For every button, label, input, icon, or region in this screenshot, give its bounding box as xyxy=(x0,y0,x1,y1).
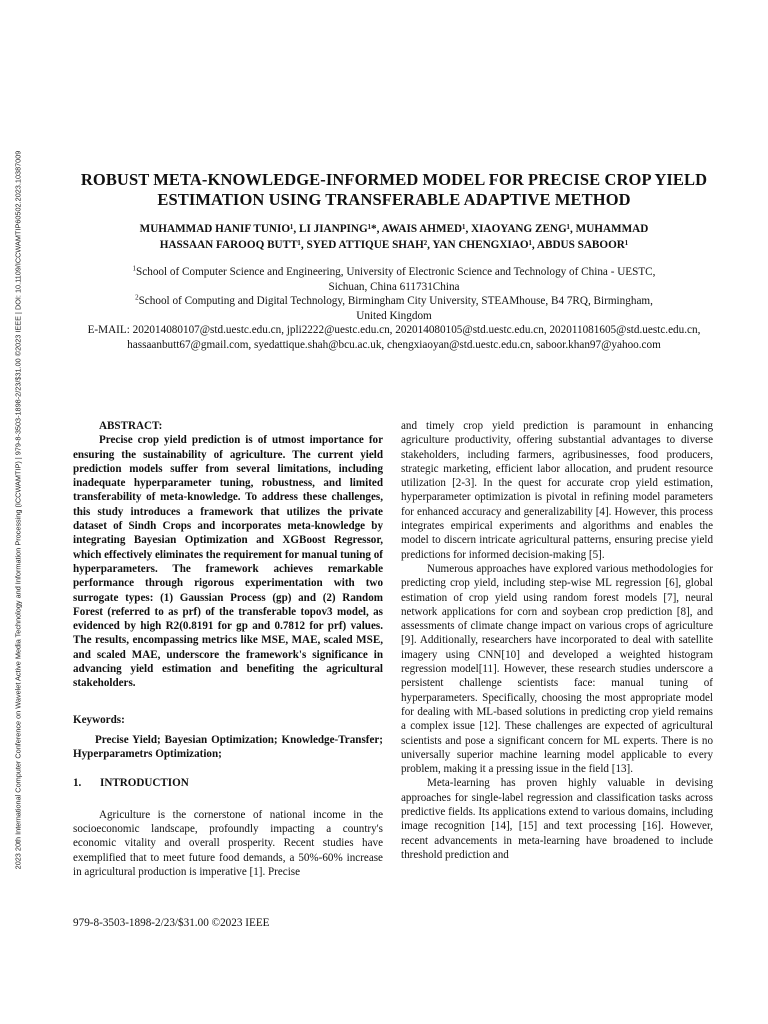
abstract-text: Precise crop yield prediction is of utmost importance for ensuring the sustainability of agriculture. The current yield prediction models suffer from several limitations, including inadequate hyperparameter tuning, robustness, and limited transferability of meta-knowledge. To address these challenges, this study introduces a framework that utilizes the private dataset of Sindh Crops and incorporates meta-knowledge by integrating Bayesian Optimization and XGBoost Regressor, which effectively eliminates the requirement for manual tuning of hyperparameters. The framework achieves remarkable performance through rigorous experimentation with two surrogate types: (1) Gaussian Process (gp) and (2) Random Forest (referred to as prf) of the transferable topov3 model, as evidenced by high R2(0.8191 for gp and 0.7812 for prf) values. The results, encompassing metrics like MSE, MAE, scaled MSE, and scaled MAE, underscore the framework's significance in advancing yield estimation and benefiting the agricultural stakeholders. xyxy=(73,434,383,690)
author-line-2: HASSAAN FAROOQ BUTT¹, SYED ATTIQUE SHAH², YAN CHENGXIAO¹, ABDUS SABOOR¹ xyxy=(159,239,629,251)
keywords-heading: Keywords: xyxy=(73,713,125,726)
intro-paragraph-1: Agriculture is the cornerstone of national income in the socioeconomic landscape, profoundly impacting a country's economic vitality and overall prosperity. Recent studies have exemplified that to meet future food demands, a 50%-60% increase in agricultural production is imperative [1]. Precise xyxy=(73,808,383,879)
right-column xyxy=(401,419,713,862)
affiliation-1-marker: 1 xyxy=(132,264,137,273)
body-paragraph-1: and timely crop yield prediction is paramount in enhancing agriculture productivity, offering substantial advantages to diverse stakeholders, including farmers, agribusinesses, food producers, strategic marketing, efficient labor allocation, and prudent resource utilization [2-3]. In the quest for accurate crop yield estimation, hyperparameter optimization is pivotal in refining model parameters for enhanced accuracy and generalizability [4]. However, this process integrates empirical experiments and algorithms and enables the model to discern intricate agricultural patterns, ensuring precise yield predictions for informed decision-making [5]. xyxy=(401,420,713,561)
section-number: 1. xyxy=(73,776,82,789)
affiliation-2-marker: 2 xyxy=(135,293,139,302)
copyright-footer: 979-8-3503-1898-2/23/$31.00 ©2023 IEEE xyxy=(73,917,270,929)
body-paragraph-2: Numerous approaches have explored various methodologies for predicting crop yield, including step-wise ML regression [6], global estimation of crop yield using random forest models [7], neural network applications for corn and soybean crop prediction [8], and assessments of climate change impact on various crops of agriculture [9]. Additionally, researchers have incorporated to deal with satellite imagery using CNN[10] and developed a weighted histogram regression model[11]. However, these research studies underscore a persistent challenge scientists face: manual tuning of hyperparameters. Specifically, choosing the most appropriate model for dealing with ML-based solutions in predicting crop yield remains a complex issue [12]. These challenges are expected of agricultural scientists and pose a significant concern for ML experts. There is no universally superior machine learning model applicable to every problem, making it a pressing issue in the field [13]. xyxy=(401,562,713,776)
email-line-2: hassaanbutt67@gmail.com, syedattique.shah@bcu.ac.uk, chengxiaoyan@std.uestc.edu.cn, saboor.khan97@yahoo.com xyxy=(127,338,661,351)
affiliation-1-line-2: Sichuan, China 611731China xyxy=(328,280,460,293)
email-line-1: E-MAIL: 202014080107@std.uestc.edu.cn, jpli2222@uestc.edu.cn, 202014080105@std.uestc.edu.cn, 202011081605@std.uestc.edu.cn, xyxy=(87,324,701,336)
doi-sidebar xyxy=(10,70,26,950)
body-paragraph-3: Meta-learning has proven highly valuable in devising approaches for single-label regression and classification tasks across predictive fields. Its applications extend to various domains, including image recognition [14], [15] and text processing [16]. However, recent advancements in meta-learning have broadened to include threshold prediction and xyxy=(401,777,713,861)
section-heading-introduction xyxy=(73,776,383,790)
affiliation-1-line-1: School of Computer Science and Engineering, University of Electronic Science and Technology of China - UESTC, xyxy=(136,266,656,278)
left-column xyxy=(73,419,383,879)
affiliation-2-line-2: United Kingdom xyxy=(356,309,432,322)
affiliations xyxy=(60,265,728,352)
affiliation-2-line-1: School of Computing and Digital Technology, Birmingham City University, STEAMhouse, B4 7RQ, Birmingham, xyxy=(138,295,653,307)
section-title: INTRODUCTION xyxy=(100,776,189,789)
affiliation-1 xyxy=(60,265,728,280)
author-list xyxy=(70,221,718,253)
paper-title: ROBUST META-KNOWLEDGE-INFORMED MODEL FOR PRECISE CROP YIELD ESTIMATION USING TRANSFERABLE ADAPTIVE METHOD xyxy=(80,170,708,209)
doi-sidebar-text: 2023 20th International Computer Conference on Wavelet Active Media Technology and Information Processing (ICCWAMTIP) | 979-8-3503-1898-2/23/$31.00 ©2023 IEEE | DOI: 10.1109/ICCWAMTIP60502.2023.10387009 xyxy=(13,150,23,870)
abstract-heading: ABSTRACT: xyxy=(99,420,163,432)
author-line-1: MUHAMMAD HANIF TUNIO¹, LI JIANPING¹*, AWAIS AHMED¹, XIAOYANG ZENG¹, MUHAMMAD xyxy=(139,223,649,235)
affiliation-2 xyxy=(60,294,728,309)
keywords-text: Precise Yield; Bayesian Optimization; Knowledge-Transfer; Hyperparametrs Optimization; xyxy=(73,733,383,761)
